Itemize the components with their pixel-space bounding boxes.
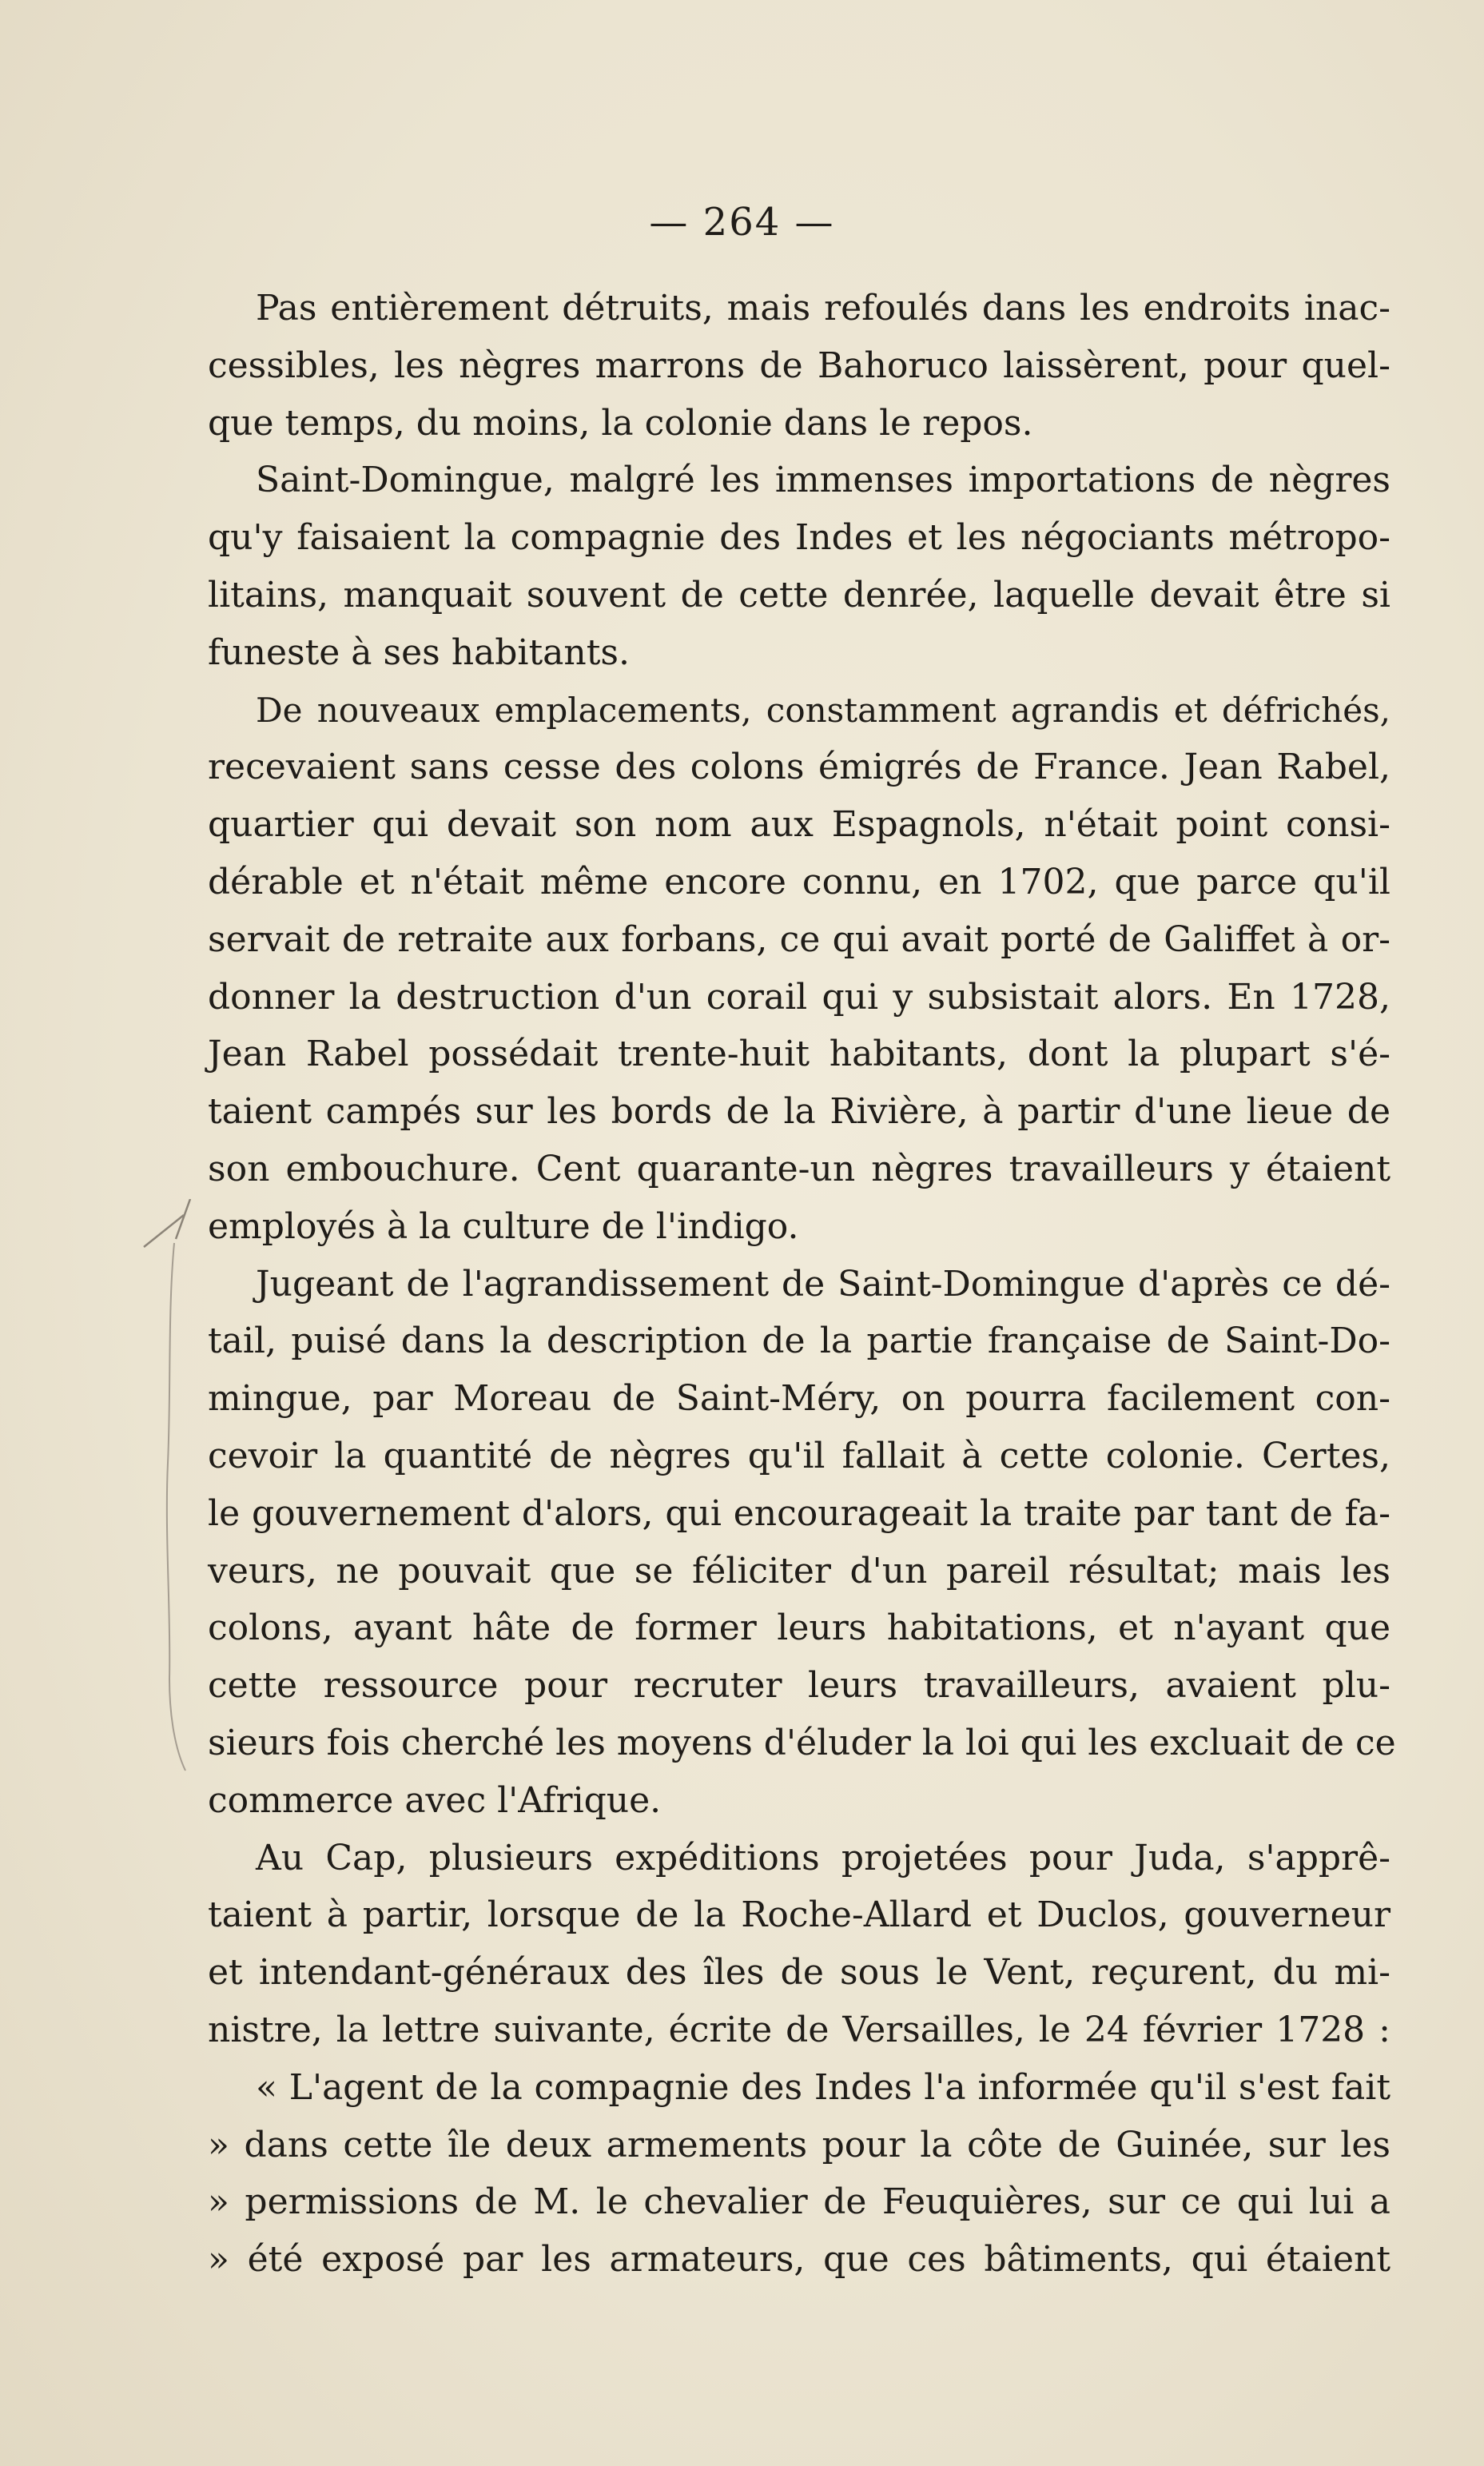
text-line: Jugeant de l'agrandissement de Saint-Domingue d'après ce dé- (256, 1263, 1391, 1305)
text-line: taient à partir, lorsque de la Roche-Allard et Duclos, gouverneur (208, 1894, 1391, 1936)
text-line: cessibles, les nègres marrons de Bahoruco laissèrent, pour quel- (208, 345, 1391, 386)
text-line: servait de retraite aux forbans, ce qui avait porté de Galiffet à or- (208, 918, 1391, 960)
text-line: Au Cap, plusieurs expéditions projetées pour Juda, s'apprê- (256, 1837, 1391, 1878)
text-line: De nouveaux emplacements, constamment agrandis et défrichés, (256, 690, 1391, 730)
text-line: Saint-Domingue, malgré les immenses importations de nègres (256, 460, 1391, 501)
text-line: qu'y faisaient la compagnie des Indes et les négociants métropo- (208, 517, 1391, 559)
text-line: litains, manquait souvent de cette denrée, laquelle devait être si (208, 574, 1391, 616)
text-line: le gouvernement d'alors, qui encourageait la traite par tant de fa- (208, 1492, 1391, 1534)
text-line: veurs, ne pouvait que se féliciter d'un pareil résultat; mais les (208, 1550, 1391, 1592)
text-line: « L'agent de la compagnie des Indes l'a informée qu'il s'est fait (256, 2066, 1391, 2108)
text-line: cette ressource pour recruter leurs travailleurs, avaient plu- (208, 1665, 1391, 1707)
text-line: » permissions de M. le chevalier de Feuquières, sur ce qui lui a (208, 2181, 1391, 2223)
page-number: — 264 — (649, 200, 835, 245)
text-line: dérable et n'était même encore connu, en 1702, que parce qu'il (208, 861, 1391, 902)
text-line: taient campés sur les bords de la Rivière, à partir d'une lieue de (208, 1091, 1391, 1133)
text-line: que temps, du moins, la colonie dans le repos. (208, 402, 1033, 444)
text-line: Jean Rabel possédait trente-huit habitants, dont la plupart s'é- (208, 1034, 1391, 1075)
text-line: mingue, par Moreau de Saint-Méry, on pourra facilement con- (208, 1378, 1391, 1420)
text-line: son embouchure. Cent quarante-un nègres travailleurs y étaient (208, 1148, 1391, 1189)
body-text (208, 280, 1396, 2289)
text-line: nistre, la lettre suivante, écrite de Versailles, le 24 février 1728 : (208, 2009, 1391, 2050)
text-line: recevaient sans cesse des colons émigrés de France. Jean Rabel, (208, 747, 1391, 788)
text-line: donner la destruction d'un corail qui y subsistait alors. En 1728, (208, 976, 1391, 1018)
text-line: funeste à ses habitants. (208, 631, 630, 673)
text-line: quartier qui devait son nom aux Espagnols, n'était point consi- (208, 804, 1391, 846)
text-line: Pas entièrement détruits, mais refoulés dans les endroits inac- (256, 288, 1391, 329)
text-line: cevoir la quantité de nègres qu'il fallait à cette colonie. Certes, (208, 1435, 1391, 1476)
text-line: colons, ayant hâte de former leurs habitations, et n'ayant que (208, 1607, 1391, 1649)
text-line: » dans cette île deux armements pour la côte de Guinée, sur les (208, 2124, 1391, 2165)
text-line: et intendant-généraux des îles de sous le Vent, reçurent, du mi- (208, 1952, 1391, 1994)
text-line: sieurs fois cherché les moyens d'éluder la loi qui les excluait de ce (208, 1722, 1396, 1763)
text-line: employés à la culture de l'indigo. (208, 1205, 799, 1247)
text-line: » été exposé par les armateurs, que ces bâtiments, qui étaient (208, 2239, 1391, 2281)
text-line: tail, puisé dans la description de la partie française de Saint-Do- (208, 1321, 1391, 1362)
text-line: commerce avec l'Afrique. (208, 1779, 662, 1821)
